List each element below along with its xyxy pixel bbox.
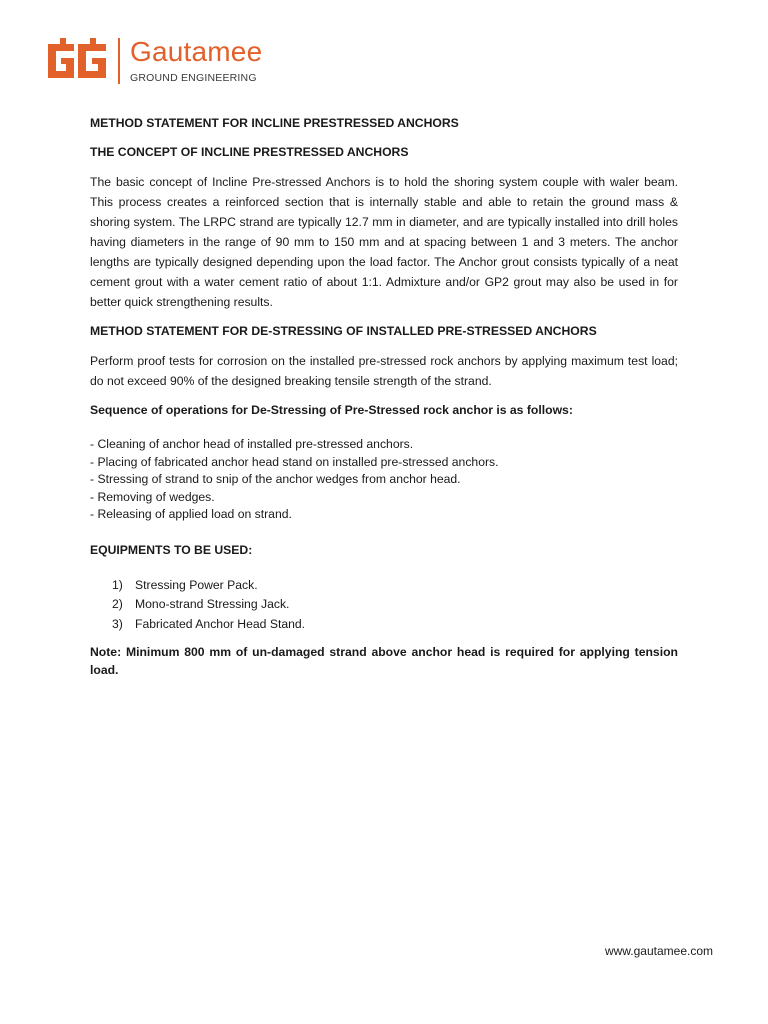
list-item: - Releasing of applied load on strand. [90, 507, 292, 521]
list-text: Mono-strand Stressing Jack. [135, 597, 290, 611]
brand-name: Gautamee [130, 36, 263, 67]
list-text: Stressing Power Pack. [135, 577, 258, 592]
list-number: 3) [112, 616, 123, 631]
list-item: - Removing of wedges. [90, 489, 215, 504]
sequence-list [90, 436, 678, 524]
destressing-paragraph: Perform proof tests for corrosion on the installed pre-stressed rock anchors by applying maximum test load; do not exceed 90% of the designed breaking tensile strength of the strand. [90, 354, 678, 388]
document-body [90, 114, 678, 679]
list-item: - Cleaning of anchor head of installed pre-stressed anchors. [90, 437, 414, 451]
sequence-heading: Sequence of operations for De-Stressing of Pre-Stressed rock anchor is as follows: [90, 403, 573, 417]
note-paragraph: Note: Minimum 800 mm of un-damaged strand above anchor head is required for applying tension load. [90, 645, 678, 677]
list-item: - Stressing of strand to snip of the anchor wedges from anchor head. [90, 472, 461, 486]
logo-divider [118, 38, 120, 84]
list-item [90, 595, 678, 615]
list-text: Fabricated Anchor Head Stand. [135, 616, 306, 631]
equipment-heading: EQUIPMENTS TO BE USED: [90, 542, 253, 557]
document-header [46, 36, 262, 86]
list-number: 2) [112, 597, 123, 611]
destressing-heading: METHOD STATEMENT FOR DE-STRESSING OF INSTALLED PRE-STRESSED ANCHORS [90, 324, 597, 338]
footer-website: www.gautamee.com [604, 944, 713, 958]
brand-tagline: GROUND ENGINEERING [130, 72, 257, 84]
list-item [90, 576, 678, 596]
list-item [90, 615, 678, 635]
list-number: 1) [112, 577, 123, 592]
concept-paragraph: The basic concept of Incline Pre-stressed Anchors is to hold the shoring system couple with waler beam. This process creates a reinforced section that is internally stable and able to retain the ground mass & shoring system. The LRPC strand are typically 12.7 mm in diameter, and are typically installed into drill holes having diameters in the range of 90 mm to 150 mm and at spacing between 1 and 3 meters. The anchor lengths are typically designed depending upon the load factor. The Anchor grout consists typically of a neat cement grout with a water cement ratio of about 1:1. Admixture and/or GP2 grout may also be used in for better quick strengthening results. [90, 175, 678, 309]
concept-heading: THE CONCEPT OF INCLINE PRESTRESSED ANCHORS [90, 145, 409, 159]
gautamee-logo-icon [46, 38, 108, 84]
document-title: METHOD STATEMENT FOR INCLINE PRESTRESSED ANCHORS [90, 116, 459, 130]
list-item: - Placing of fabricated anchor head stand on installed pre-stressed anchors. [90, 454, 499, 469]
equipment-list [90, 576, 678, 635]
logo-text [130, 37, 262, 85]
